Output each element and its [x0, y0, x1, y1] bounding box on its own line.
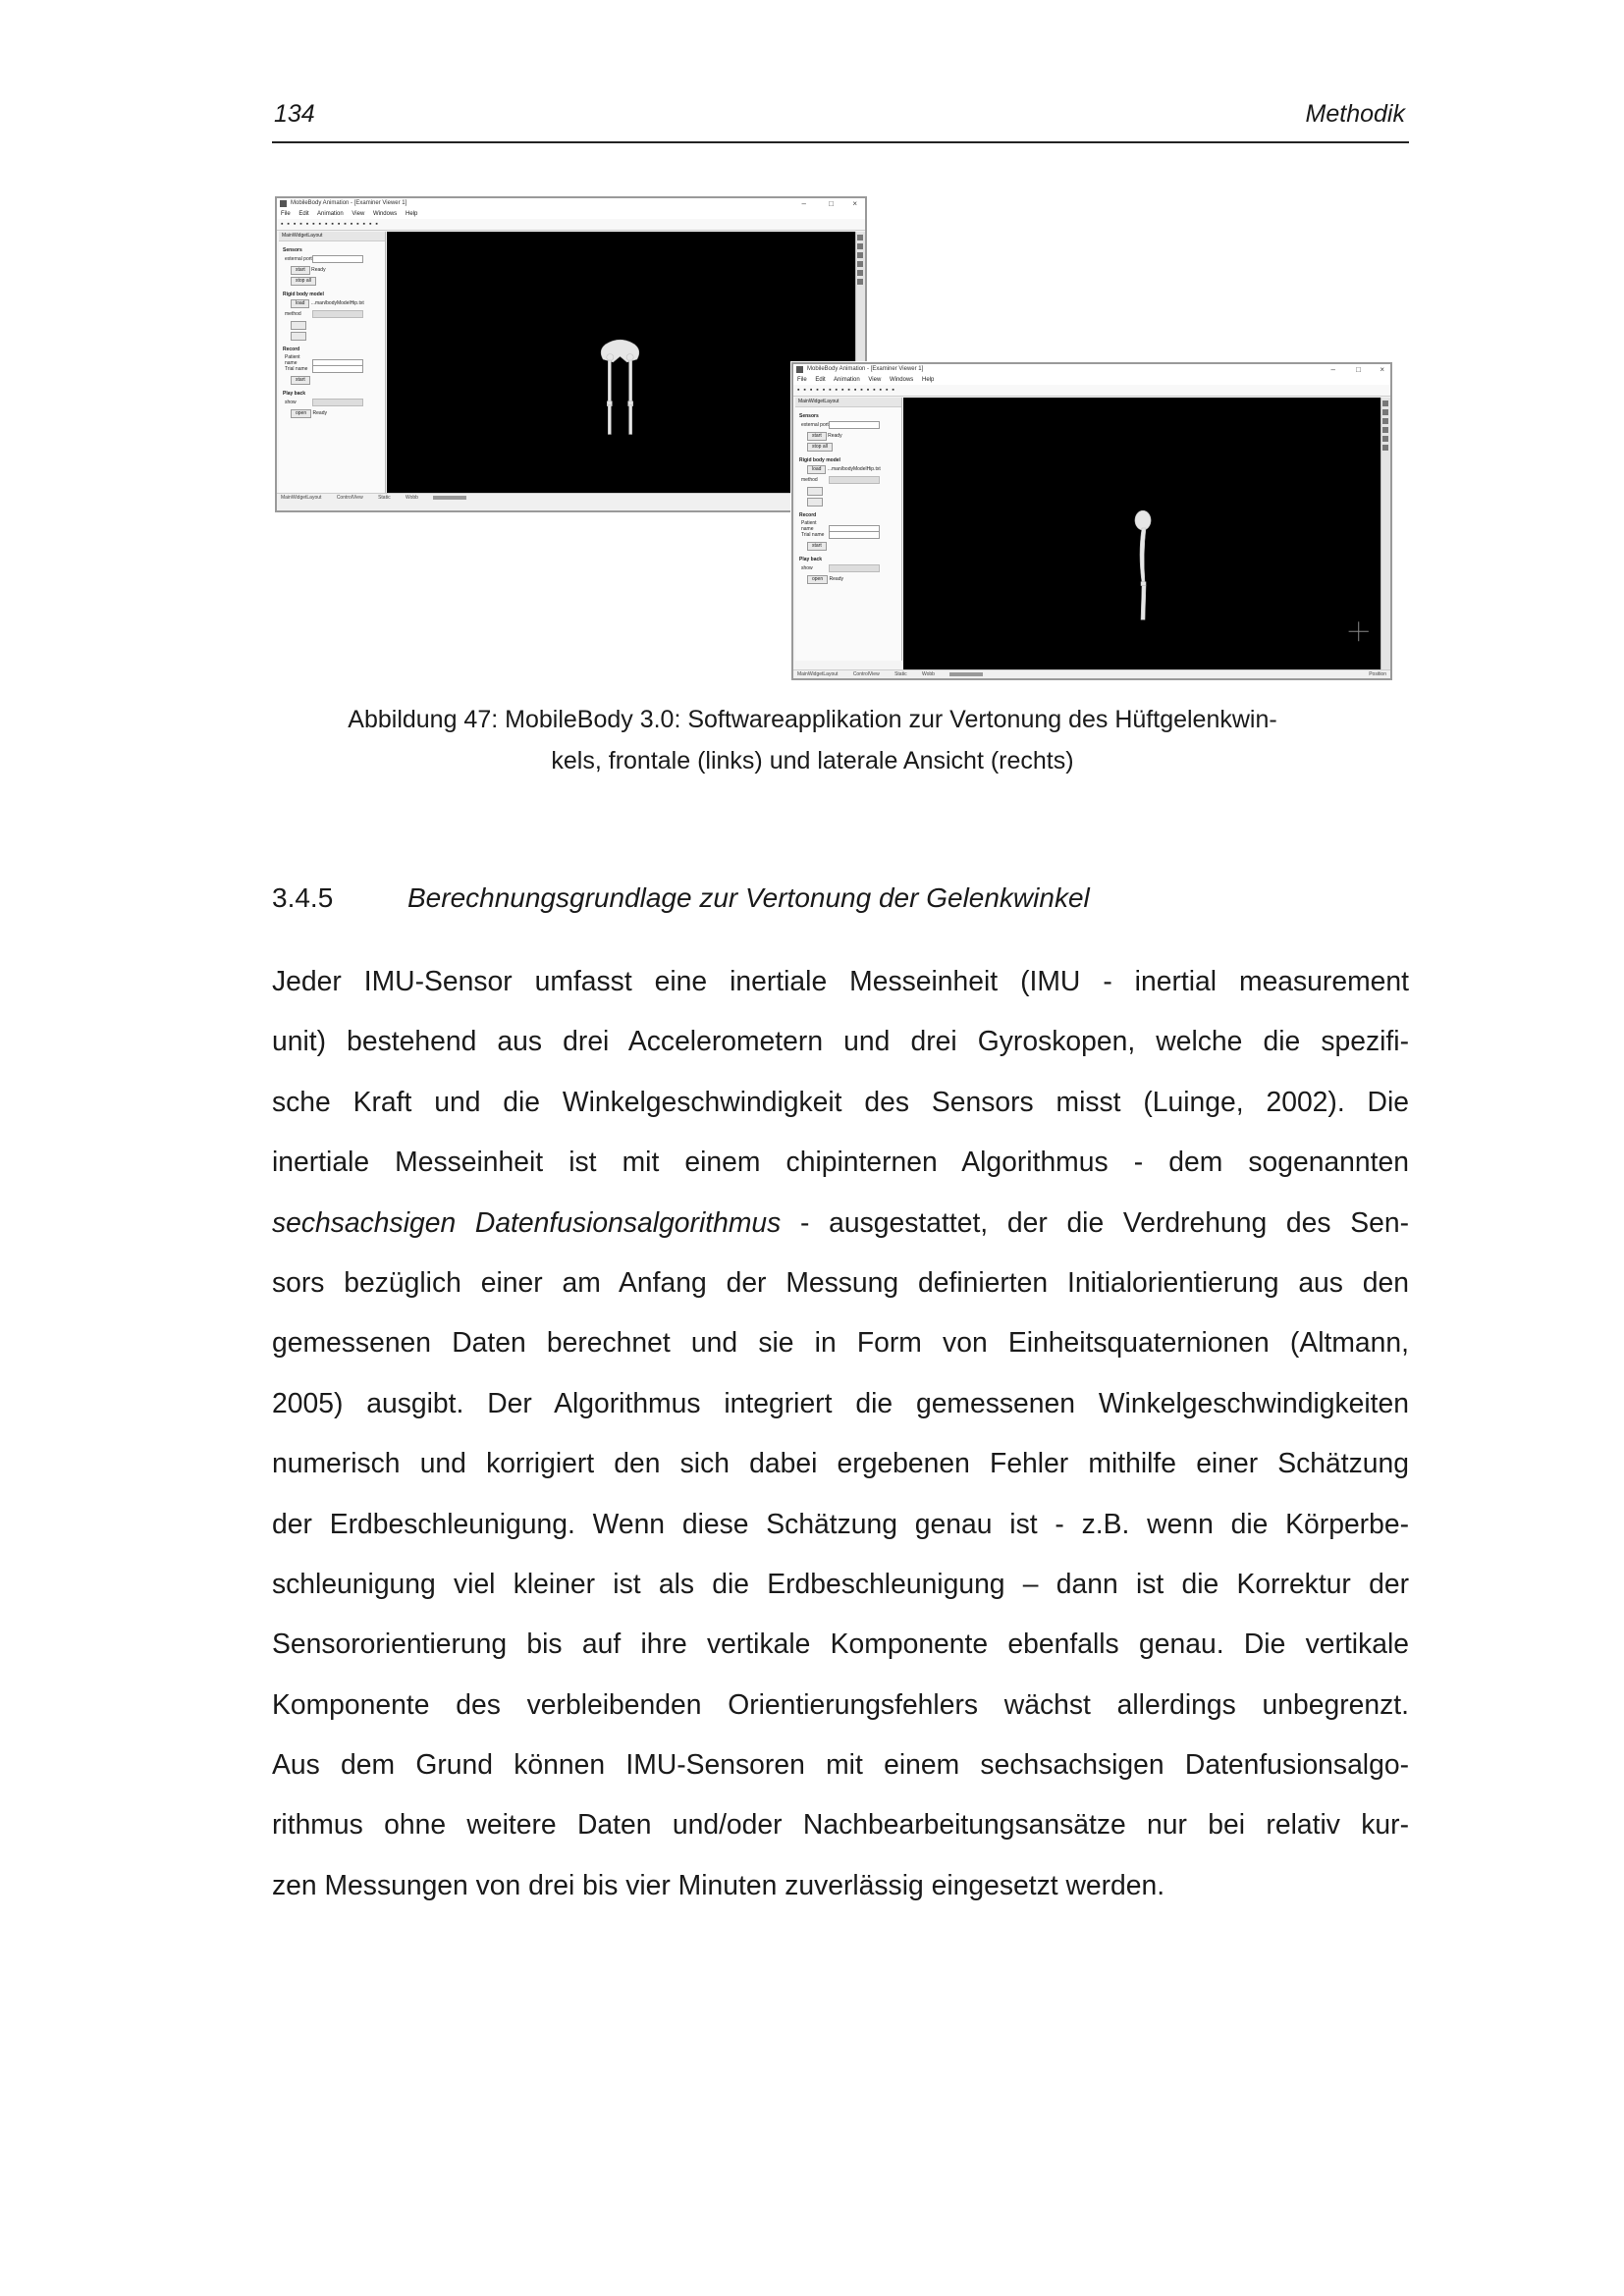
close-icon: ×: [1380, 365, 1384, 374]
start-button: start: [807, 432, 827, 441]
tab-control-view: ControlView: [852, 671, 880, 677]
emphasis-term: sechsachsigen Datenfusionsalgorithmus: [272, 1205, 782, 1238]
port-field: [312, 255, 363, 263]
label-external-port: external port: [285, 256, 312, 263]
page-header: [272, 96, 1409, 143]
window-title: MobileBody Animation - [Examiner Viewer 1]: [807, 366, 924, 372]
chapter-title: Methodik: [1305, 100, 1405, 128]
open-button: open: [807, 575, 828, 584]
text-line: zen Messungen von drei bis vier Minuten zuverlässig eingesetzt werden.: [272, 1868, 1165, 1900]
panel-title: MainWidgetLayout: [795, 398, 901, 407]
label-method: method: [801, 477, 818, 484]
text-line: unit) bestehend aus drei Accelerometern und drei Gyroskopen, welche die spezifi-: [272, 1025, 1409, 1057]
menu-edit: Edit: [815, 377, 826, 383]
open-button: open: [291, 409, 311, 418]
status-bar: [277, 493, 865, 510]
record-button: start: [807, 542, 827, 551]
start-button: start: [291, 266, 310, 275]
status-ready: Ready: [829, 576, 843, 582]
text-line: Jeder IMU-Sensor umfasst eine inertiale Messeinheit (IMU - inertial measurement: [272, 965, 1409, 996]
stop-button: stop all: [807, 443, 833, 452]
record-button: start: [291, 376, 310, 385]
minimize-icon: –: [801, 199, 806, 208]
toolbar: ▪ ▪ ▪ ▪ ▪ ▪ ▪ ▪ ▪ ▪ ▪ ▪ ▪ ▪ ▪ ▪: [793, 385, 1390, 397]
label-show: show: [285, 400, 297, 406]
section-sensors: Sensors: [283, 247, 302, 253]
text-line: 2005) ausgibt. Der Algorithmus integriert die gemessenen Winkelgeschwindigkeiten: [272, 1386, 1409, 1418]
label-trial: Trial name: [285, 366, 308, 373]
section-playback: Play back: [799, 557, 823, 562]
menu-windows: Windows: [372, 211, 398, 217]
tab-main-layout: MainWidgetLayout: [281, 495, 322, 501]
label-patient: Patient name: [801, 520, 817, 532]
section-record: Record: [799, 512, 817, 518]
3d-viewport: [903, 398, 1380, 670]
3d-viewport: [387, 232, 855, 493]
stop-button: stop all: [291, 277, 316, 286]
speed-slider: [949, 672, 983, 676]
status-ready: Ready: [312, 410, 327, 416]
menu-bar: [277, 209, 865, 219]
text-line: sche Kraft und die Winkelgeschwindigkeit des Sensors misst (Luinge, 2002). Die: [272, 1085, 1409, 1117]
load-button: load: [807, 465, 826, 474]
window-title: MobileBody Animation - [Examiner Viewer 1]: [291, 200, 407, 206]
label-show: show: [801, 565, 813, 572]
text-line: sors bezüglich einer am Anfang der Messung definierten Initialorientierung aus den: [272, 1265, 1409, 1298]
status-static: Static: [378, 495, 391, 501]
tab-main-layout: MainWidgetLayout: [797, 671, 839, 677]
skeleton-frontal-icon: [387, 232, 855, 493]
text-line-rest: - ausgestattet, der die Verdrehung des Sen-: [781, 1205, 1409, 1238]
caption-line-1: Abbildung 47: MobileBody 3.0: Softwareapplikation zur Vertonung des Hüftgelenkwin-: [348, 706, 1277, 733]
section-rigid-body: Rigid body model: [283, 292, 324, 297]
menu-bar: [793, 375, 1390, 385]
section-rigid-body: Rigid body model: [799, 457, 840, 463]
view-toolbar: [1380, 398, 1390, 670]
menu-file: File: [797, 377, 807, 383]
text-line: Aus dem Grund können IMU-Sensoren mit einem sechsachsigen Datenfusionsalgo-: [272, 1748, 1409, 1781]
text-line: gemessenen Daten berechnet und sie in Form von Einheitsquaternionen (Altmann,: [272, 1326, 1409, 1359]
section-title: Berechnungsgrundlage zur Vertonung der Gelenkwinkel: [407, 882, 1090, 913]
app-icon: [796, 366, 803, 373]
status-static: Static: [894, 671, 907, 677]
page-number: 134: [274, 100, 315, 128]
text-line: der Erdbeschleunigung. Wenn diese Schätzung genau ist - z.B. wenn die Körperbe-: [272, 1507, 1409, 1539]
section-record: Record: [283, 347, 300, 352]
status-wobb: Wobb: [405, 495, 418, 501]
model-path: ...man/bodyModelHip.txt: [310, 300, 364, 306]
load-button: load: [291, 299, 309, 308]
maximize-icon: □: [829, 199, 834, 208]
text-line: inertiale Messeinheit ist mit einem chipinternen Algorithmus - dem sogenannten: [272, 1146, 1409, 1178]
show-select: [829, 564, 880, 572]
text-line: schleunigung viel kleiner ist als die Erdbeschleunigung – dann ist die Korrektur der: [272, 1567, 1409, 1599]
menu-view: View: [868, 377, 882, 383]
label-external-port: external port: [801, 422, 829, 429]
text-line: Komponente des verbleibenden Orientierungsfehlers wächst allerdings unbegrenzt.: [272, 1687, 1409, 1720]
text-line: [272, 1193, 1409, 1253]
control-panel: [279, 232, 386, 493]
section-playback: Play back: [283, 391, 306, 397]
status-ready: Ready: [828, 433, 842, 439]
method-select: [829, 476, 880, 484]
section-number: 3.4.5: [272, 882, 334, 913]
menu-animation: Animation: [834, 377, 860, 383]
menu-help: Help: [921, 377, 935, 383]
skeleton-lateral-icon: [903, 398, 1380, 670]
screenshot-frontal-view: [275, 196, 867, 512]
option-button: [291, 332, 306, 341]
minimize-icon: –: [1330, 365, 1335, 374]
panel-title: MainWidgetLayout: [279, 232, 385, 241]
option-button: [291, 321, 306, 330]
control-panel: [795, 398, 902, 661]
label-trial: Trial name: [801, 532, 825, 539]
status-wobb: Wobb: [921, 671, 935, 677]
screenshot-lateral-view: [791, 362, 1392, 680]
close-icon: ×: [852, 199, 857, 208]
maximize-icon: □: [1356, 365, 1361, 374]
text-line: Sensororientierung bis auf ihre vertikale Komponente ebenfalls genau. Die vertikale: [272, 1628, 1409, 1660]
menu-help: Help: [405, 211, 418, 217]
label-method: method: [285, 311, 301, 318]
menu-view: View: [352, 211, 365, 217]
show-select: [312, 399, 363, 406]
speed-slider: [433, 496, 466, 500]
status-ready: Ready: [311, 267, 326, 273]
trial-field: [829, 531, 880, 539]
option-button: [807, 487, 823, 496]
trial-field: [312, 365, 363, 373]
menu-animation: Animation: [317, 211, 344, 217]
menu-windows: Windows: [889, 377, 914, 383]
status-bar: [793, 669, 1390, 678]
window-titlebar: [793, 364, 1390, 375]
tab-control-view: ControlView: [336, 495, 363, 501]
menu-file: File: [281, 211, 291, 217]
app-icon: [280, 200, 287, 207]
port-field: [829, 421, 880, 429]
model-path: ...man/bodyModelHip.txt: [827, 466, 881, 472]
option-button: [807, 498, 823, 507]
menu-edit: Edit: [298, 211, 309, 217]
figure-caption: [245, 699, 1380, 781]
position-label: Position: [1369, 671, 1386, 677]
toolbar: ▪ ▪ ▪ ▪ ▪ ▪ ▪ ▪ ▪ ▪ ▪ ▪ ▪ ▪ ▪ ▪: [277, 219, 865, 231]
text-line: numerisch und korrigiert den sich dabei ergebenen Fehler mithilfe einer Schätzung: [272, 1447, 1409, 1479]
method-select: [312, 310, 363, 318]
text-line: rithmus ohne weitere Daten und/oder Nachbearbeitungsansätze nur bei relativ kur-: [272, 1808, 1409, 1841]
section-sensors: Sensors: [799, 413, 819, 419]
window-titlebar: [277, 198, 865, 209]
caption-line-2: kels, frontale (links) und laterale Ansicht (rechts): [551, 747, 1074, 774]
label-patient: Patient name: [285, 354, 300, 366]
body-paragraph: [272, 951, 1409, 1915]
